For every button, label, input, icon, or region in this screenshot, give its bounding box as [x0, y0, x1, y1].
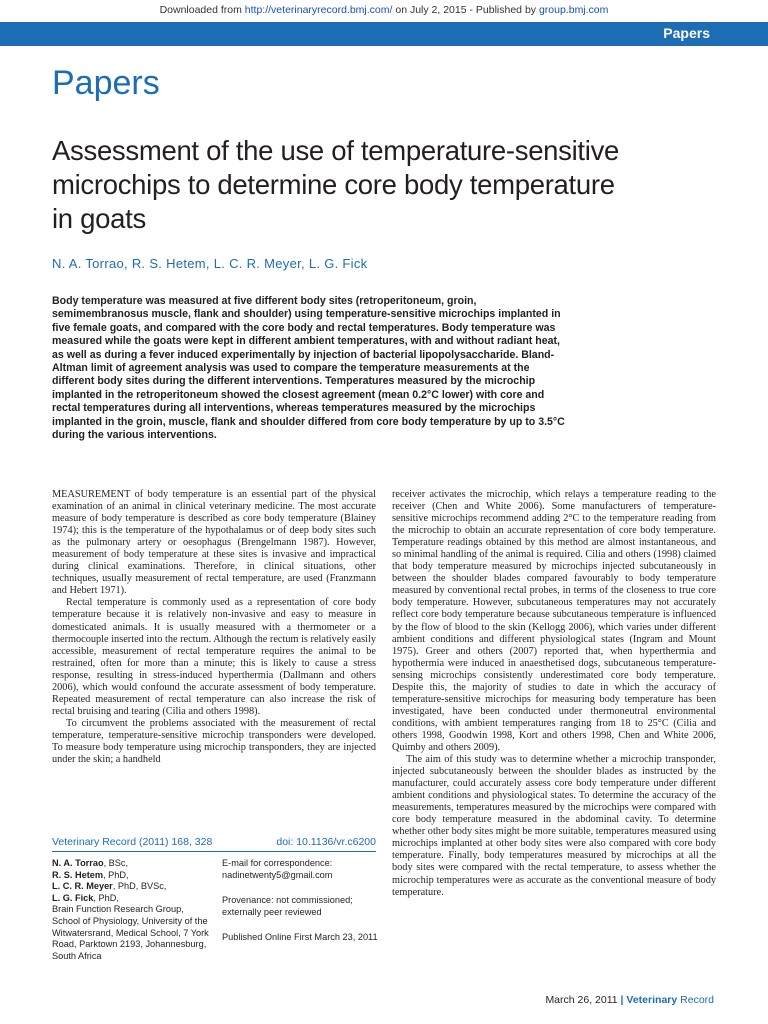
- doi[interactable]: doi: 10.1136/vr.c6200: [276, 836, 376, 848]
- article-title: [52, 134, 732, 236]
- correspondence-label: E-mail for correspondence:: [222, 858, 333, 868]
- provenance-line: Provenance: not commissioned;: [222, 895, 353, 906]
- section-title: Papers: [52, 64, 160, 102]
- section-bar-label: Papers: [663, 25, 710, 41]
- footer-record: Record: [680, 994, 714, 1006]
- address-line: Brain Function Research Group,: [52, 904, 184, 915]
- body-column-right: [392, 489, 716, 899]
- page-footer: [545, 994, 714, 1006]
- journal-citation: Veterinary Record (2011) 168, 328: [52, 836, 213, 848]
- body-paragraph: receiver activates the microchip, which relays a temperature reading to the receiver (Chen and White 2006). Some manufacturers of temperature-sensitive microchips recommend adding 2°C to the temperature reading from the microchip to obtain an accurate representation of core body temperature. Temperature readings obtained by this method are almost instantaneous, and so minimal handling of the animal is required. Cilia and others (1998) claimed that body temperature measured by microchips injected subcutaneously in between the shoulder blades compared favourably to body temperature measured by conventional rectal probes, in terms of the closeness to true core body temperature. However, subcutaneous temperatures may not accurately reflect core body temperature because subcutaneous temperature is influenced by the flow of blood to the skin (Kellogg 2006), which varies under different ambient conditions and different physiological states (Ingram and Mount 1975). Greer and others (2007) reported that, when hyperthermia and hypothermia were induced in anaesthetised dogs, subcutaneous temperature-sensing microchips consistently underestimated core body temperature. Despite this, the majority of studies to date in which the accuracy of temperature-sensitive microchips for measuring body temperature has been investigated, have been conducted under thermoneutral environmental conditions, with ambient temperatures ranging from 18 to 25°C (Cilia and others 1998, Goodwin 1998, Kort and others 1998, Chen and White 2006, Quimby and others 2009).: [392, 489, 716, 753]
- footer-separator: |: [620, 994, 624, 1006]
- author-name: L. G. Fick: [52, 892, 94, 903]
- abstract: Body temperature was measured at five different body sites (retroperitoneum, groin, semimembranosus muscle, flank and shoulder) using temperature-sensitive microchips implanted in five female goats, and compared with the core body and rectal temperatures. Body temperature was measured while the goats were kept in different ambient temperatures, with and without radiant heat, as well as during a fever induced experimentally by injection of bacterial lipopolysaccharide. Bland-Altman limit of agreement analysis was used to compare the temperature measurements at the different body sites during the different interventions. Temperatures measured by the microchip implanted in the retroperitoneum showed the closest agreement (mean 0.2°C lower) with core and rectal temperatures during all interventions, whereas temperatures measured by the microchips implanted in the groin, muscle, flank and shoulder differed from core body temperature by up to 3.5°C during the various interventions.: [52, 295, 565, 442]
- download-prefix: Downloaded from: [159, 4, 245, 16]
- body-paragraph: Rectal temperature is commonly used as a representation of core body temperature because it is relatively non-invasive and easy to measure in domesticated animals. It is usually measured with a thermometer or a thermocouple inserted into the rectum. Although the rectum is relatively easily accessible, measurement of rectal temperature requires the animal to be restrained, often for more than a minute; this is likely to cause a stress response, resulting in stress-induced hyperthermia (Dallmann and others 2006), which would confound the accurate assessment of body temperature. Repeated measurement of rectal temperature can also increase the risk of rectal bruising and tearing (Cilia and others 1998).: [52, 597, 376, 717]
- author-affiliations: [52, 858, 212, 962]
- title-line: in goats: [52, 203, 146, 234]
- address-line: Witwatersrand, Medical School, 7 York: [52, 927, 209, 938]
- title-line: Assessment of the use of temperature-sensitive: [52, 135, 620, 166]
- provenance-block: [222, 895, 382, 918]
- body-paragraph: The aim of this study was to determine whether a microchip transponder, injected subcutaneously between the shoulder blades as instructed by the manufacturer, could accurately assess core body temperature under different ambient conditions and physiological states. To determine the accuracy of the measurements, temperatures measured by the microchips were compared with core body temperature measured in the abdominal cavity. To determine whether other body sites might be more suitable, temperatures measured using microchips implanted at other body sites were also compared with core body temperature. Finally, body temperatures measured by microchips at all the body sites were compared with the rectal temperature, to assess whether the microchip temperatures were as accurate as the conventional measure of body temperature.: [392, 754, 716, 898]
- correspondence-info: [222, 858, 382, 944]
- download-notice: [0, 4, 768, 16]
- title-line: microchips to determine core body temperature: [52, 169, 615, 200]
- correspondence-email[interactable]: nadinetwenty5@gmail.com: [222, 869, 333, 880]
- journal-url-link[interactable]: http://veterinaryrecord.bmj.com/: [244, 4, 393, 16]
- body-column-left: [52, 489, 376, 766]
- citation-divider: [52, 851, 376, 852]
- affiliation-author: [52, 881, 212, 893]
- affiliation-author: [52, 893, 212, 905]
- author-list: N. A. Torrao, R. S. Hetem, L. C. R. Meyer, L. G. Fick: [52, 256, 368, 271]
- citation-line: [52, 836, 376, 848]
- address-line: Road, Parktown 2193, Johannesburg,: [52, 939, 207, 950]
- author-name: L. C. R. Meyer: [52, 881, 113, 892]
- provenance-line: externally peer reviewed: [222, 906, 322, 917]
- body-paragraph: MEASUREMENT of body temperature is an essential part of the physical examination of an animal in clinical veterinary medicine. The most accurate measure of body temperature is described as core body temperature (Blainey 1974); this is the temperature of the hypothalamus or of deep body sites such as the pulmonary artery or oesophagus (Brengelmann 1987). However, measurement of body temperature at these sites is invasive and impractical during clinical examinations. Therefore, in clinical situations, other techniques, usually measurement of rectal temperature, are used (Franzmann and Hebert 1971).: [52, 489, 376, 597]
- address-line: School of Physiology, University of the: [52, 915, 208, 926]
- author-degrees: , BSc,: [103, 858, 129, 868]
- footer-date: March 26, 2011: [545, 994, 618, 1006]
- download-middle: on July 2, 2015 - Published by: [392, 4, 539, 16]
- affiliation-author: [52, 870, 212, 882]
- author-degrees: , PhD, BVSc,: [112, 881, 167, 892]
- address-line: South Africa: [52, 950, 102, 961]
- section-header-bar: [0, 22, 768, 46]
- footer-journal: Veterinary: [626, 994, 678, 1006]
- author-name: R. S. Hetem: [52, 869, 104, 880]
- published-online: Published Online First March 23, 2011: [222, 932, 378, 943]
- author-degrees: , PhD,: [93, 892, 119, 903]
- body-paragraph: To circumvent the problems associated with the measurement of rectal temperature, temperature-sensitive microchip transponders were developed. To measure body temperature using microchip transponders, they are injected under the skin; a handheld: [52, 717, 376, 766]
- publisher-link[interactable]: group.bmj.com: [538, 4, 609, 16]
- author-name: N. A. Torrao: [52, 858, 104, 868]
- correspondence-block: [222, 858, 382, 881]
- author-degrees: , PhD,: [103, 869, 129, 880]
- affiliation-author: [52, 858, 212, 870]
